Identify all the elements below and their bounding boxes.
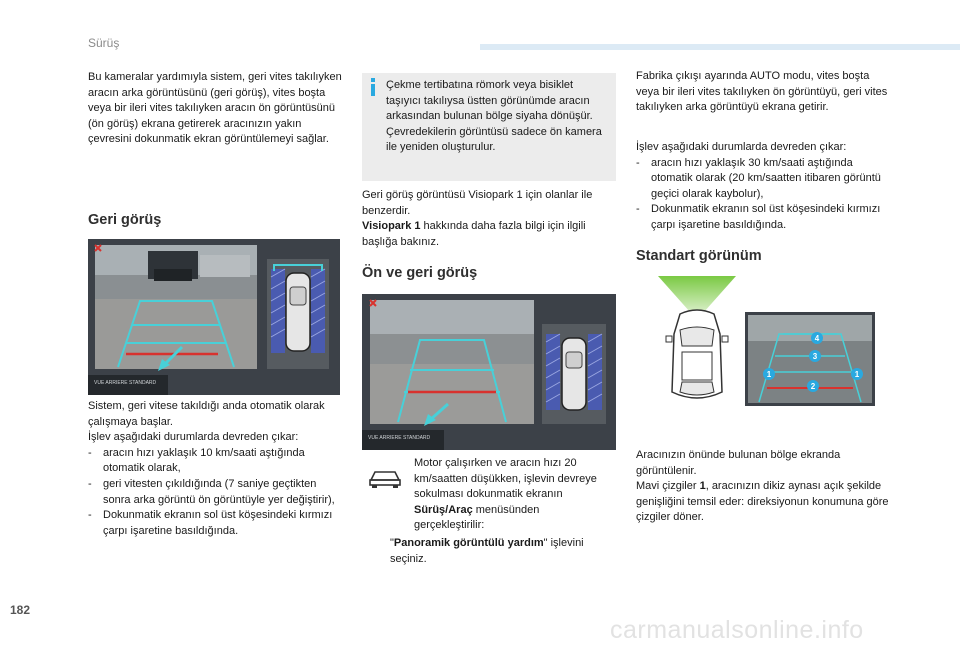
rear-view-deactivation-intro: İşlev aşağıdaki durumlarda devreden çıkar: bbox=[88, 431, 299, 444]
list-item: - geri vitesten çıkıldığında (7 saniye geçtikten sonra arka görüntü ön görüntüyle yer değiştirir), bbox=[88, 477, 346, 508]
step-text bbox=[390, 536, 620, 567]
rear-view-mode-label: VUE ARRIERE STANDARD bbox=[94, 380, 157, 386]
visiopark-reference-text bbox=[362, 219, 618, 250]
guide-marker-1-left: 1 bbox=[766, 370, 772, 379]
intro-text: Bu kameralar yardımıyla sistem, geri vites takılıyken aracın arka görüntüsünü (geri görüş), vites boşta veya bir ileri vites takılıyken aracın ön görüntüsünü (ön görüş) ekrana getirerek aracınızın yakın çevresini dokunmatik ekran görüntülemeyi sağlar. bbox=[88, 71, 342, 146]
guide-marker-3: 3 bbox=[812, 352, 818, 361]
list-item: - aracın hızı yaklaşık 10 km/saati aştığında otomatik olarak, bbox=[88, 446, 346, 477]
list-item: - aracın hızı yaklaşık 30 km/saati aştığında otomatik olarak (20 km/saatten itibaren görüntü geçici olarak kaybolur), bbox=[636, 156, 892, 203]
front-rear-mode-label: VUE ARRIERE STANDARD bbox=[368, 435, 431, 441]
standard-view-description bbox=[636, 448, 892, 526]
blue-lines-marker: 1 bbox=[699, 480, 706, 493]
visiopark-paragraph bbox=[362, 188, 618, 250]
list-item: - Dokunmatik ekranın sol üst köşesindeki kırmızı çarpı işaretine basıldığında. bbox=[88, 508, 346, 539]
guide-marker-1-right: 1 bbox=[854, 370, 860, 379]
front-deactivation-list bbox=[636, 156, 892, 234]
front-area-text: Aracınızın önünde bulunan bölge ekranda görüntülenir. bbox=[636, 449, 841, 477]
guide-marker-2: 2 bbox=[810, 382, 816, 391]
front-deactivation-intro: İşlev aşağıdaki durumlarda devreden çıkar: bbox=[636, 141, 847, 153]
vehicle-settings-icon bbox=[367, 464, 403, 490]
info-box bbox=[362, 73, 616, 181]
info-icon bbox=[368, 78, 378, 96]
visiopark-similarity-text: Geri görüş görüntüsü Visiopark 1 için olanlar ile benzerdir. bbox=[362, 189, 593, 217]
front-rear-view-title: Ön ve geri görüş bbox=[362, 265, 478, 281]
step-function-name: Panoramik görüntülü yardım bbox=[393, 537, 544, 549]
menu-name: Sürüş/Araç bbox=[414, 503, 473, 516]
rear-view-description bbox=[88, 399, 346, 539]
list-item: - Dokunmatik ekranın sol üst köşesindeki kırmızı çarpı işaretine basıldığında. bbox=[636, 202, 892, 233]
rear-view-illustration bbox=[88, 239, 340, 395]
standard-view-title: Standart görünüm bbox=[636, 248, 762, 264]
header-bar bbox=[480, 44, 960, 50]
info-box-text: Çekme tertibatına römork veya bisiklet taşıyıcı takılıysa üstten görünümde aracın arkasından bulunan bölge siyaha dönüşür. Çevredekilerin görüntüsü sadece ön kamera ile yeniden oluşturulur. bbox=[386, 79, 602, 154]
activation-paragraph bbox=[414, 456, 604, 534]
standard-view-screen-figure bbox=[745, 312, 875, 406]
step-quote: " bbox=[390, 537, 394, 549]
watermark: carmanualsonline.info bbox=[610, 616, 864, 644]
standard-view-illustration bbox=[745, 312, 875, 406]
section-label: Sürüş bbox=[88, 36, 120, 50]
step-instruction bbox=[390, 536, 620, 567]
blue-lines-text-start: Mavi çizgiler bbox=[636, 480, 700, 493]
auto-mode-paragraph bbox=[636, 69, 892, 116]
intro-paragraph bbox=[88, 70, 346, 148]
rear-view-deactivation-list bbox=[88, 446, 346, 540]
rear-view-screen-figure bbox=[88, 239, 340, 395]
activation-text bbox=[414, 456, 604, 534]
car-top-view-illustration bbox=[654, 274, 740, 420]
front-rear-screen-figure bbox=[362, 294, 616, 450]
front-deactivation-block bbox=[636, 140, 892, 234]
page-number: 182 bbox=[10, 603, 31, 617]
rear-view-activation-text: Sistem, geri vitese takıldığı anda otomatik olarak çalışmaya başlar. bbox=[88, 400, 325, 428]
guide-marker-4: 4 bbox=[814, 334, 820, 343]
auto-mode-text: Fabrika çıkışı ayarında AUTO modu, vites boşta veya bir ileri vites takılıyken ön görüntüyü, geri vites takılıyken arka görüntüyü ekrana getirir. bbox=[636, 70, 888, 114]
blue-lines-text-end: , aracınızın dikiz aynası açık şekilde genişliğini temsil eder: direksiyonun konumuna göre çizgiler döner. bbox=[636, 480, 889, 524]
blue-lines-text bbox=[636, 479, 892, 526]
visiopark-name: Visiopark 1 bbox=[362, 220, 421, 233]
rear-view-title: Geri görüş bbox=[88, 212, 162, 228]
visiopark-reference-rest: hakkında daha fazla bilgi için ilgili başlığa bakınız. bbox=[362, 220, 586, 248]
step-text-rest: " işlevini seçiniz. bbox=[390, 537, 584, 565]
front-rear-illustration bbox=[362, 294, 616, 450]
activation-text-start: Motor çalışırken ve aracın hızı 20 km/saatten düşükken, işlevin devreye sokulması dokunmatik ekranın bbox=[414, 457, 597, 501]
activation-text-end: menüsünden gerçekleştirilir: bbox=[414, 503, 540, 532]
